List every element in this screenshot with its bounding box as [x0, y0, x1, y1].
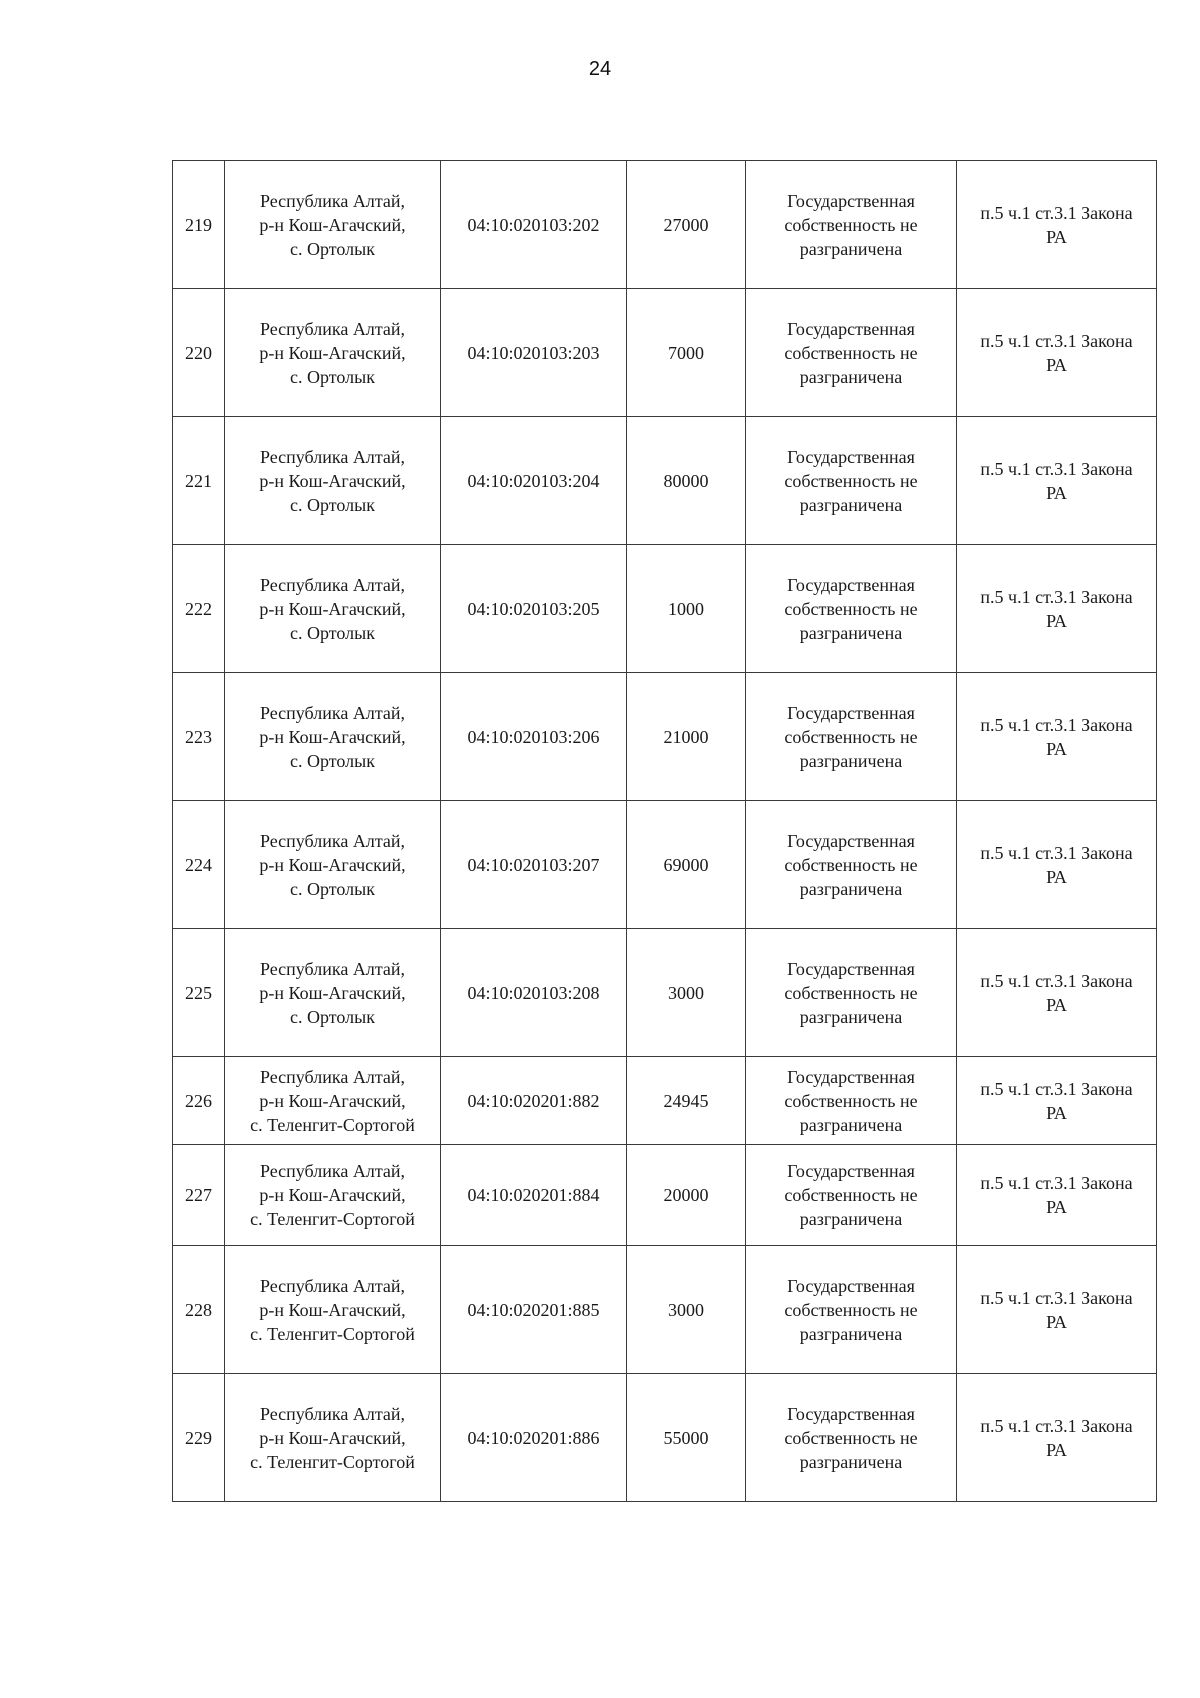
area-value: 1000 [627, 545, 746, 673]
ownership-line: собственность не [784, 982, 918, 1003]
legal-basis-line: п.5 ч.1 ст.3.1 Закона [980, 330, 1133, 351]
cadastral-number: 04:10:020103:207 [441, 801, 627, 929]
cadastral-number: 04:10:020103:202 [441, 161, 627, 289]
address-line: Республика Алтай, [259, 1161, 406, 1181]
ownership-line: собственность не [784, 1299, 918, 1320]
address-line: с. Ортолык [290, 878, 375, 899]
legal-basis-line: РА [1046, 1102, 1067, 1123]
address-cell [225, 545, 441, 673]
ownership-cell [746, 673, 957, 801]
legal-basis-cell [957, 1057, 1157, 1145]
row-number: 229 [173, 1374, 225, 1502]
address-line: Республика Алтай, [259, 318, 406, 339]
address-line: с. Ортолык [290, 238, 375, 259]
ownership-line: Государственная [787, 1161, 915, 1181]
address-cell [225, 673, 441, 801]
ownership-line: Государственная [787, 830, 915, 851]
table-row [173, 801, 1157, 929]
ownership-line: собственность не [784, 342, 918, 363]
ownership-line: разграничена [799, 1209, 903, 1229]
ownership-line: собственность не [784, 214, 918, 235]
address-cell [225, 161, 441, 289]
cadastral-number: 04:10:020103:203 [441, 289, 627, 417]
ownership-line: разграничена [799, 1006, 903, 1027]
legal-basis-cell [957, 1246, 1157, 1374]
cadastral-number: 04:10:020103:208 [441, 929, 627, 1057]
ownership-line: разграничена [799, 750, 903, 771]
cadastral-number: 04:10:020103:204 [441, 417, 627, 545]
row-number: 228 [173, 1246, 225, 1374]
ownership-line: Государственная [787, 574, 915, 595]
area-value: 24945 [627, 1057, 746, 1145]
ownership-line: собственность не [784, 470, 918, 491]
address-line: р-н Кош-Агачский, [259, 1185, 406, 1205]
area-value: 7000 [627, 289, 746, 417]
address-cell [225, 417, 441, 545]
ownership-line: разграничена [799, 1114, 903, 1135]
legal-basis-cell [957, 289, 1157, 417]
legal-basis-line: п.5 ч.1 ст.3.1 Закона [980, 1173, 1133, 1193]
ownership-line: собственность не [784, 1185, 918, 1205]
legal-basis-line: п.5 ч.1 ст.3.1 Закона [980, 970, 1133, 991]
legal-basis-line: п.5 ч.1 ст.3.1 Закона [980, 842, 1133, 863]
cadastral-number: 04:10:020201:885 [441, 1246, 627, 1374]
row-number: 226 [173, 1057, 225, 1145]
ownership-cell [746, 801, 957, 929]
address-line: Республика Алтай, [259, 830, 406, 851]
address-line: Республика Алтай, [259, 1066, 406, 1087]
ownership-cell [746, 1057, 957, 1145]
ownership-line: Государственная [787, 1275, 915, 1296]
ownership-line: разграничена [799, 1451, 903, 1472]
address-line: р-н Кош-Агачский, [259, 1427, 406, 1448]
legal-basis-line: РА [1046, 994, 1067, 1015]
legal-basis-line: п.5 ч.1 ст.3.1 Закона [980, 586, 1133, 607]
row-number: 219 [173, 161, 225, 289]
legal-basis-cell [957, 929, 1157, 1057]
ownership-line: собственность не [784, 1090, 918, 1111]
row-number: 223 [173, 673, 225, 801]
legal-basis-cell [957, 417, 1157, 545]
row-number: 225 [173, 929, 225, 1057]
legal-basis-line: РА [1046, 866, 1067, 887]
legal-basis-line: РА [1046, 482, 1067, 503]
address-cell [225, 801, 441, 929]
cadastral-number: 04:10:020201:884 [441, 1145, 627, 1246]
table-row [173, 545, 1157, 673]
table-row [173, 1057, 1157, 1145]
address-line: р-н Кош-Агачский, [259, 1299, 406, 1320]
row-number: 227 [173, 1145, 225, 1246]
legal-basis-line: п.5 ч.1 ст.3.1 Закона [980, 202, 1133, 223]
address-line: р-н Кош-Агачский, [259, 982, 406, 1003]
address-line: с. Теленгит-Сортогой [250, 1451, 415, 1472]
legal-basis-line: РА [1046, 1311, 1067, 1332]
address-line: р-н Кош-Агачский, [259, 470, 406, 491]
address-line: р-н Кош-Агачский, [259, 1090, 406, 1111]
legal-basis-line: РА [1046, 610, 1067, 631]
row-number: 221 [173, 417, 225, 545]
area-value: 69000 [627, 801, 746, 929]
legal-basis-cell [957, 161, 1157, 289]
address-cell [225, 1246, 441, 1374]
ownership-line: собственность не [784, 726, 918, 747]
address-cell [225, 1374, 441, 1502]
address-line: с. Теленгит-Сортогой [250, 1114, 415, 1135]
table-row [173, 417, 1157, 545]
legal-basis-line: п.5 ч.1 ст.3.1 Закона [980, 714, 1133, 735]
address-line: с. Ортолык [290, 494, 375, 515]
ownership-cell [746, 161, 957, 289]
ownership-cell [746, 545, 957, 673]
table-row [173, 1145, 1157, 1246]
address-line: с. Теленгит-Сортогой [250, 1323, 415, 1344]
area-value: 3000 [627, 1246, 746, 1374]
area-value: 20000 [627, 1145, 746, 1246]
address-line: р-н Кош-Агачский, [259, 214, 406, 235]
table-row [173, 673, 1157, 801]
cadastral-number: 04:10:020201:886 [441, 1374, 627, 1502]
address-line: Республика Алтай, [259, 1403, 406, 1424]
ownership-line: разграничена [799, 622, 903, 643]
ownership-cell [746, 1374, 957, 1502]
address-line: с. Ортолык [290, 750, 375, 771]
legal-basis-cell [957, 545, 1157, 673]
legal-basis-cell [957, 673, 1157, 801]
area-value: 80000 [627, 417, 746, 545]
legal-basis-line: РА [1046, 226, 1067, 247]
ownership-line: Государственная [787, 318, 915, 339]
page-number: 24 [588, 58, 612, 80]
legal-basis-cell [957, 1145, 1157, 1246]
address-line: Республика Алтай, [259, 1275, 406, 1296]
table-row [173, 289, 1157, 417]
address-line: Республика Алтай, [259, 446, 406, 467]
row-number: 220 [173, 289, 225, 417]
legal-basis-line: РА [1046, 1439, 1067, 1460]
address-line: Республика Алтай, [259, 702, 406, 723]
table-row [173, 929, 1157, 1057]
ownership-cell [746, 929, 957, 1057]
legal-basis-line: п.5 ч.1 ст.3.1 Закона [980, 458, 1133, 479]
cadastral-number: 04:10:020201:882 [441, 1057, 627, 1145]
address-line: Республика Алтай, [259, 574, 406, 595]
ownership-line: разграничена [799, 238, 903, 259]
legal-basis-cell [957, 801, 1157, 929]
ownership-cell [746, 1145, 957, 1246]
row-number: 224 [173, 801, 225, 929]
land-plot-table [172, 160, 1157, 1502]
address-cell [225, 1145, 441, 1246]
cadastral-number: 04:10:020103:206 [441, 673, 627, 801]
row-number: 222 [173, 545, 225, 673]
ownership-line: Государственная [787, 446, 915, 467]
ownership-line: разграничена [799, 494, 903, 515]
ownership-line: Государственная [787, 190, 915, 211]
ownership-line: собственность не [784, 598, 918, 619]
legal-basis-line: РА [1046, 354, 1067, 375]
address-cell [225, 289, 441, 417]
address-line: с. Ортолык [290, 622, 375, 643]
ownership-line: разграничена [799, 366, 903, 387]
table-row [173, 1246, 1157, 1374]
area-value: 3000 [627, 929, 746, 1057]
ownership-line: разграничена [799, 1323, 903, 1344]
table-row [173, 161, 1157, 289]
address-line: с. Ортолык [290, 1006, 375, 1027]
address-line: с. Ортолык [290, 366, 375, 387]
ownership-line: Государственная [787, 1403, 915, 1424]
ownership-line: собственность не [784, 1427, 918, 1448]
ownership-line: разграничена [799, 878, 903, 899]
table-body [173, 161, 1157, 1502]
ownership-cell [746, 289, 957, 417]
area-value: 21000 [627, 673, 746, 801]
address-cell [225, 929, 441, 1057]
legal-basis-cell [957, 1374, 1157, 1502]
legal-basis-line: РА [1046, 1197, 1067, 1217]
cadastral-number: 04:10:020103:205 [441, 545, 627, 673]
area-value: 27000 [627, 161, 746, 289]
legal-basis-line: РА [1046, 738, 1067, 759]
ownership-line: Государственная [787, 1066, 915, 1087]
ownership-line: Государственная [787, 702, 915, 723]
address-line: р-н Кош-Агачский, [259, 726, 406, 747]
area-value: 55000 [627, 1374, 746, 1502]
address-line: р-н Кош-Агачский, [259, 342, 406, 363]
address-line: Республика Алтай, [259, 190, 406, 211]
legal-basis-line: п.5 ч.1 ст.3.1 Закона [980, 1078, 1133, 1099]
ownership-line: Государственная [787, 958, 915, 979]
ownership-cell [746, 417, 957, 545]
table-row [173, 1374, 1157, 1502]
address-line: с. Теленгит-Сортогой [250, 1209, 415, 1229]
legal-basis-line: п.5 ч.1 ст.3.1 Закона [980, 1287, 1133, 1308]
address-line: р-н Кош-Агачский, [259, 598, 406, 619]
address-line: р-н Кош-Агачский, [259, 854, 406, 875]
address-cell [225, 1057, 441, 1145]
ownership-cell [746, 1246, 957, 1374]
address-line: Республика Алтай, [259, 958, 406, 979]
ownership-line: собственность не [784, 854, 918, 875]
legal-basis-line: п.5 ч.1 ст.3.1 Закона [980, 1415, 1133, 1436]
